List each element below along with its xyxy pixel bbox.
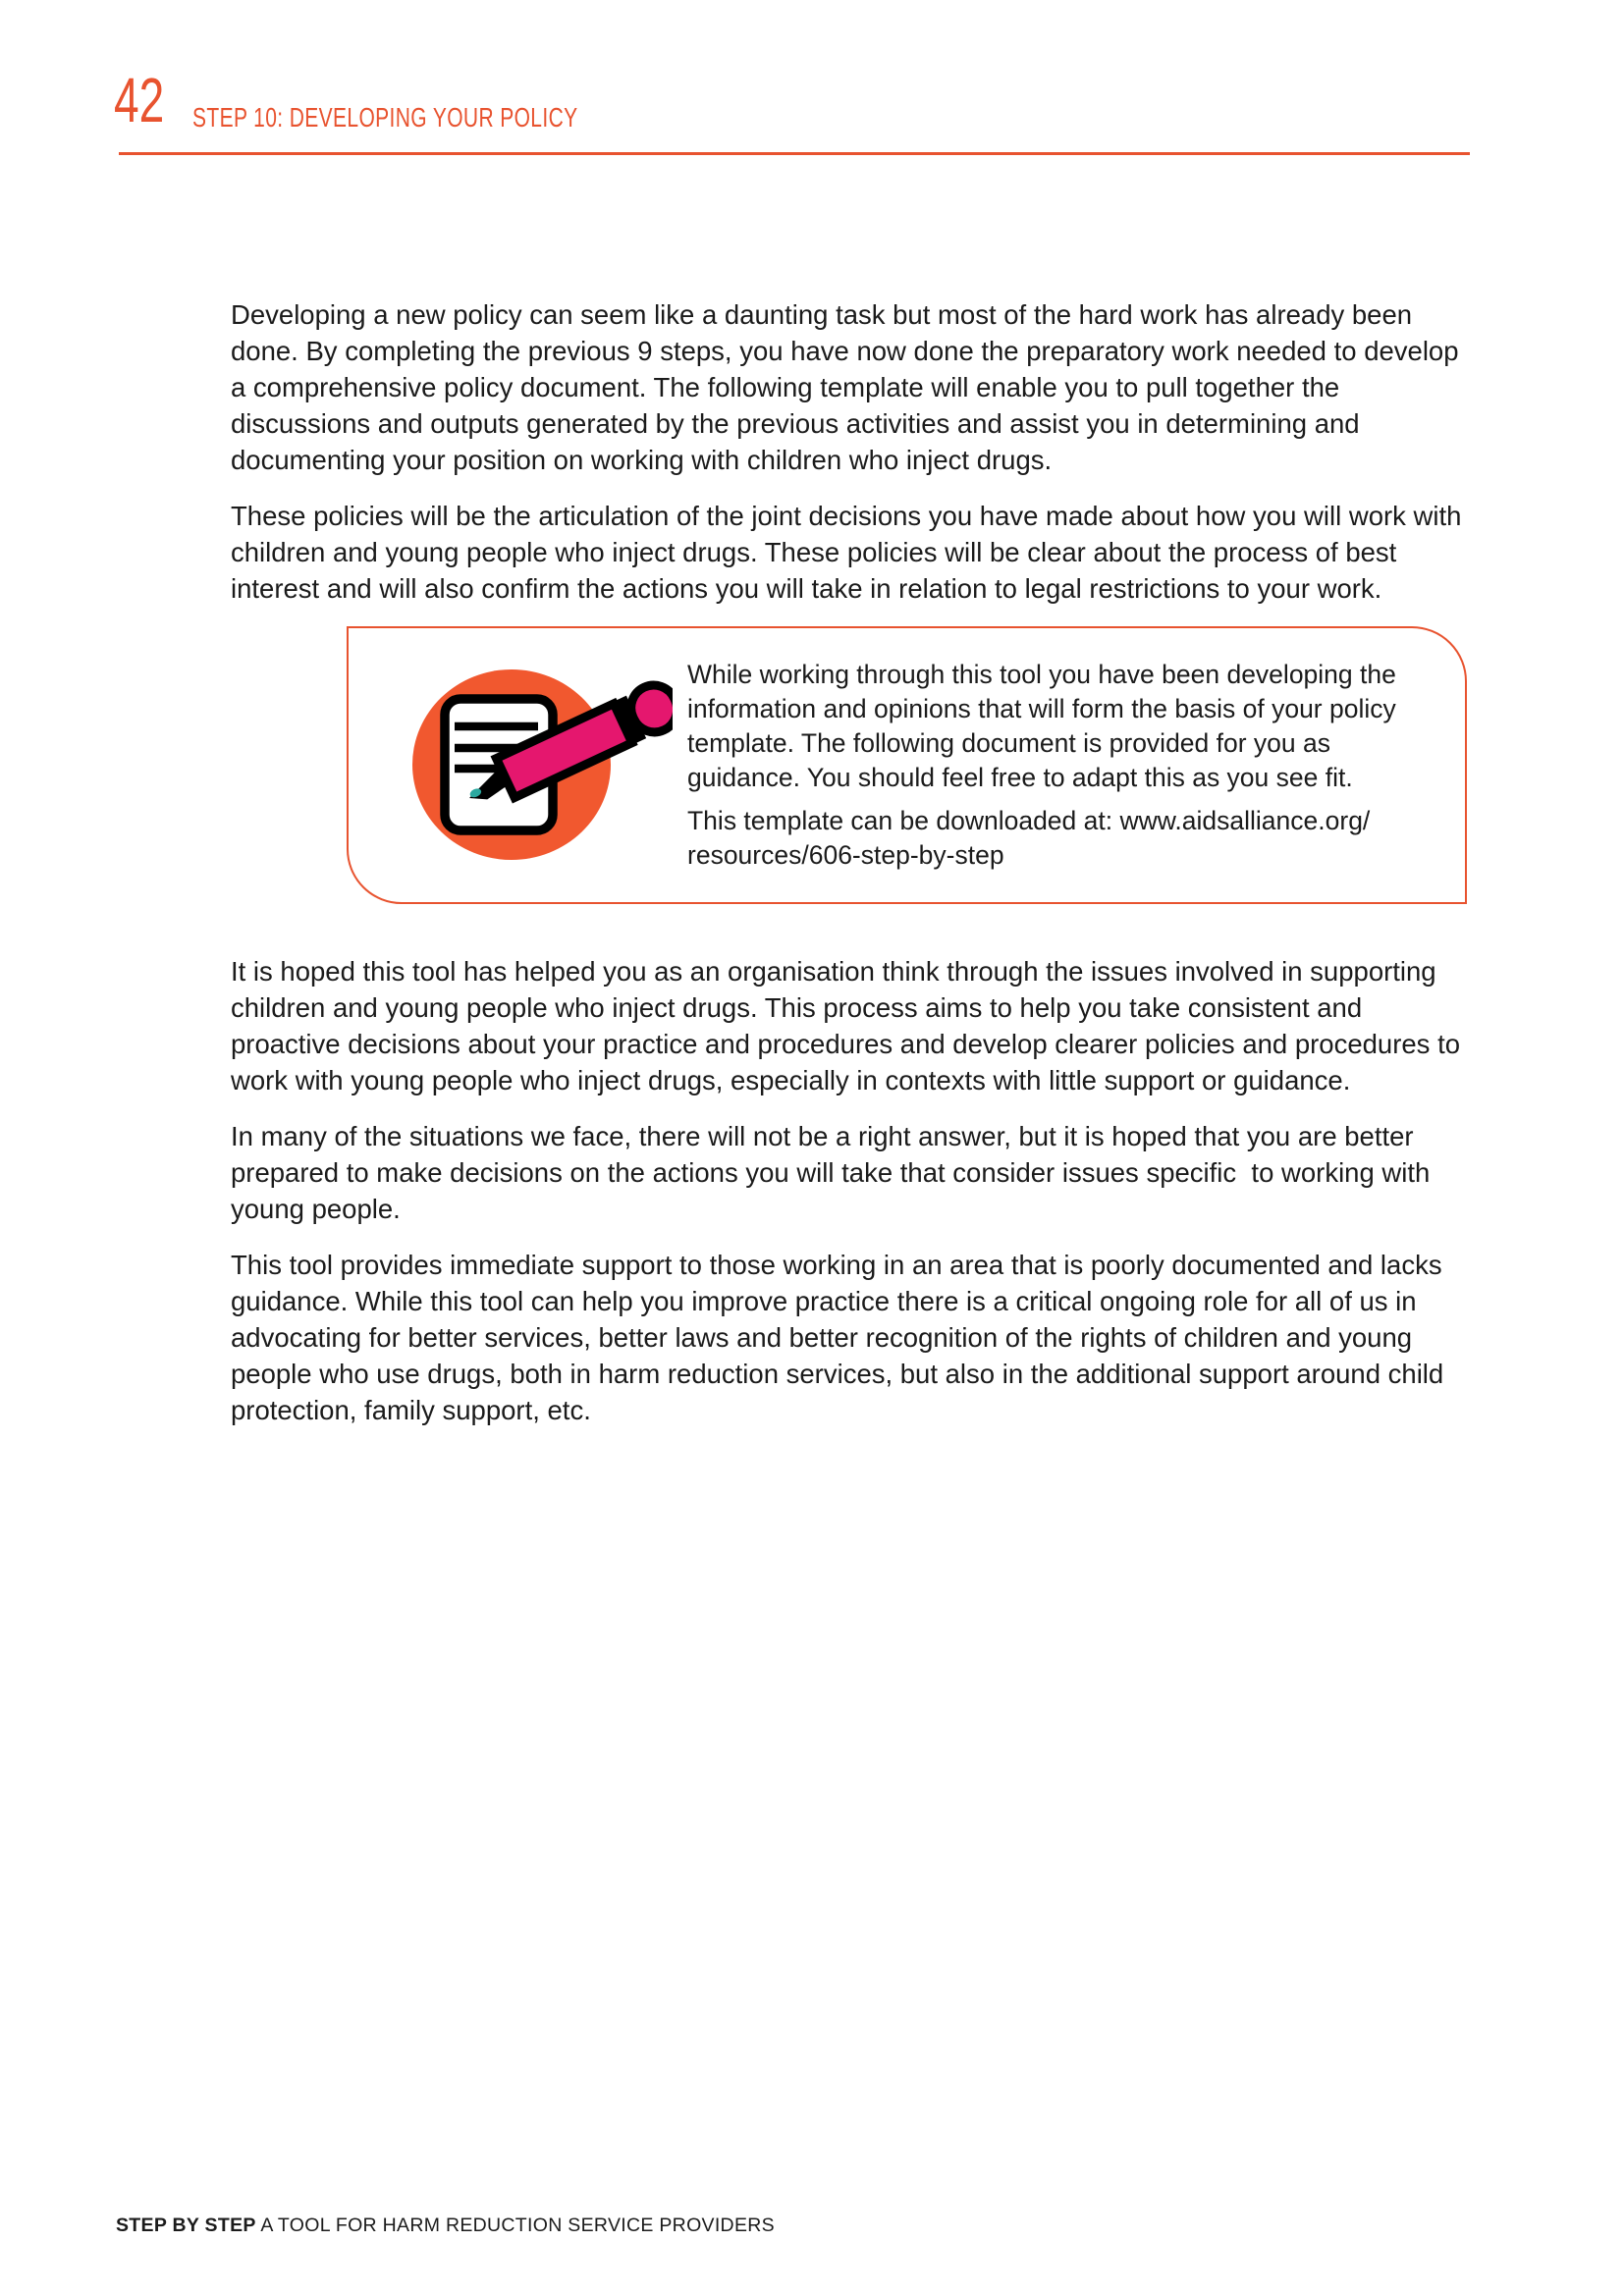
body-column xyxy=(231,296,1470,1448)
paragraph: It is hoped this tool has helped you as an organisation think through the issues involved in supporting children and young people who inject drugs. This process aims to help you take consistent and proactive decisions about your practice and procedures and develop clearer policies and procedures to work with young people who inject drugs, especially in contexts with little support or guidance. xyxy=(231,956,1468,1095)
footer-title: STEP BY STEP xyxy=(116,2215,256,2236)
footer-subtitle: A TOOL FOR HARM REDUCTION SERVICE PROVIDERS xyxy=(255,2215,775,2236)
footer xyxy=(116,2216,775,2236)
callout-paragraph: While working through this tool you have been developing the information and opinions that will form the basis of your policy template. The following document is provided for you as guidance. You should feel free to adapt this as you see fit. xyxy=(687,660,1404,792)
download-url-line: This template can be downloaded at: www.aidsalliance.org/ xyxy=(687,806,1371,835)
callout-box xyxy=(347,626,1467,904)
notepad-and-pen-icon xyxy=(411,666,673,874)
paragraph: These policies will be the articulation of the joint decisions you have made about how you will work with children and young people who inject drugs. These policies will be clear about the process of best interest and will also confirm the actions you will take in relation to legal restrictions to your work. xyxy=(231,501,1470,604)
download-url-line: resources/606-step-by-step xyxy=(687,840,1004,870)
page-number: 42 xyxy=(114,65,165,135)
paragraph: This tool provides immediate support to those working in an area that is poorly documented and lacks guidance. While this tool can help you improve practice there is a critical ongoing role for all of us in advocating for better services, better laws and better recognition of the rights of children and young people who use drugs, both in harm reduction services, but also in the additional support around child protection, family support, etc. xyxy=(231,1250,1451,1425)
callout-text xyxy=(687,658,1443,873)
header-rule xyxy=(119,152,1470,155)
step-heading: STEP 10: DEVELOPING YOUR POLICY xyxy=(192,102,578,133)
paragraph: Developing a new policy can seem like a daunting task but most of the hard work has already been done. By completing the previous 9 steps, you have now done the preparatory work needed to develop a comprehensive policy document. The following template will enable you to pull together the discussions and outputs generated by the previous activities and assist you in determining and documenting your position on working with children who inject drugs. xyxy=(231,299,1467,475)
paragraph: In many of the situations we face, there will not be a right answer, but it is hoped that you are better prepared to make decisions on the actions you will take that consider issues specific to working with young people. xyxy=(231,1121,1437,1224)
